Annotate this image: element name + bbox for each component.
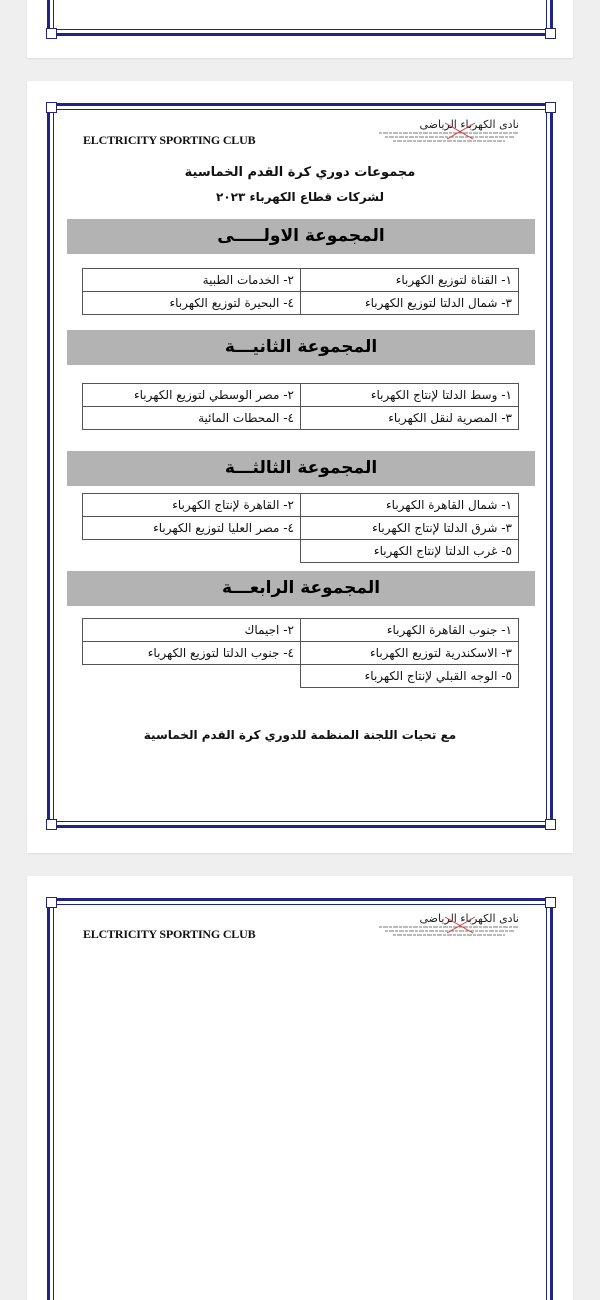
document-subtitle: لشركات قطاع الكهرباء ٢٠٢٣ [216,190,384,204]
team-cell: ٤- البحيرة لتوزيع الكهرباء [83,292,301,315]
next-page [27,876,573,1300]
table-row [83,642,519,665]
team-cell: ٣- شمال الدلتا لتوزيع الكهرباء [301,292,519,315]
club-logo-arabic [375,117,523,143]
border-corner [545,819,556,830]
team-cell: ١- شمال القاهرة الكهرباء [301,494,519,517]
team-cell: ٥- غرب الدلتا لإنتاج الكهرباء [301,540,519,563]
svg-text:نادى الكهرباء الرياضى: نادى الكهرباء الرياضى [419,118,519,131]
border-corner [545,897,556,908]
team-cell: ٤- المحطات المائية [83,407,301,430]
empty-cell [83,665,301,688]
border-corner [46,897,57,908]
team-cell: ٢- القاهرة لإنتاج الكهرباء [83,494,301,517]
previous-page [27,0,573,58]
border-corner [46,819,57,830]
group-4-heading: المجموعة الرابعـــة [67,571,535,606]
team-cell: ٣- المصرية لنقل الكهرباء [301,407,519,430]
team-cell: ١- جنوب القاهرة الكهرباء [301,619,519,642]
table-row [83,540,519,563]
group-2-heading: المجموعة الثانيـــة [67,330,535,365]
group-4-table [82,618,519,688]
group-3-heading: المجموعة الثالثـــة [67,451,535,486]
table-row [83,517,519,540]
club-name-english: ELCTRICITY SPORTING CLUB [83,927,256,941]
svg-text:نادى الكهرباء الرياضى: نادى الكهرباء الرياضى [419,912,519,925]
team-cell: ٤- جنوب الدلتا لتوزيع الكهرباء [83,642,301,665]
document-title: مجموعات دوري كرة القدم الخماسية [184,165,416,180]
team-cell: ٢- الخدمات الطبية [83,269,301,292]
team-cell: ٤- مصر العليا لتوزيع الكهرباء [83,517,301,540]
border-corner [46,28,57,39]
table-row [83,665,519,688]
table-row [83,619,519,642]
group-2-table [82,383,519,430]
border-corner [46,102,57,113]
team-cell: ٢- اجيماك [83,619,301,642]
page-border [47,0,553,36]
empty-cell [83,540,301,563]
border-corner [545,102,556,113]
team-cell: ٥- الوجه القبلي لإنتاج الكهرباء [301,665,519,688]
team-cell: ٣- شرق الدلتا لإنتاج الكهرباء [301,517,519,540]
document-page [27,81,573,853]
table-row [83,269,519,292]
page-border [47,898,553,1300]
document-footer: مع تحيات اللجنة المنظمة للدوري كرة القدم الخماسية [143,728,457,742]
team-cell: ٢- مصر الوسطي لتوزيع الكهرباء [83,384,301,407]
table-row [83,292,519,315]
group-3-table [82,493,519,563]
table-row [83,384,519,407]
table-row [83,494,519,517]
team-cell: ١- وسط الدلتا لإنتاج الكهرباء [301,384,519,407]
club-logo-arabic [375,911,523,937]
group-1-heading: المجموعة الاولـــــى [67,219,535,254]
table-row [83,407,519,430]
team-cell: ١- القناة لتوزيع الكهرباء [301,269,519,292]
club-name-english: ELCTRICITY SPORTING CLUB [83,133,256,147]
group-1-table [82,268,519,315]
border-corner [545,28,556,39]
team-cell: ٣- الاسكندرية لتوزيع الكهرباء [301,642,519,665]
